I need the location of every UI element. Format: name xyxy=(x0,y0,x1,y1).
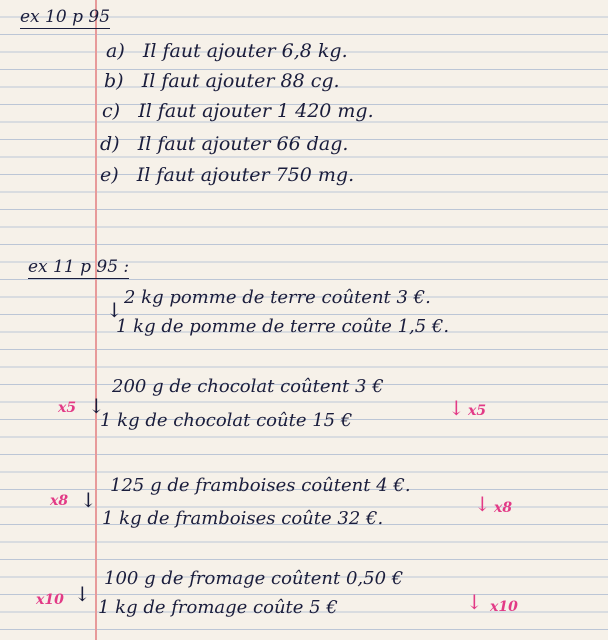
exercise-10-title: ex 10 p 95 xyxy=(20,7,111,27)
text-a: Il faut ajouter 6,8 kg. xyxy=(142,40,348,62)
answer-e xyxy=(100,164,354,186)
down-arrow-right-3: ↓ xyxy=(474,492,491,516)
group2-line2: 1 kg de chocolat coûte 15 € xyxy=(100,410,353,431)
marker-c: c) xyxy=(102,100,121,122)
group4-left-factor: x10 xyxy=(36,592,64,608)
group3-left-factor: x8 xyxy=(50,493,69,509)
text-d: Il faut ajouter 66 dag. xyxy=(137,133,349,155)
exercise-11-title: ex 11 p 95 : xyxy=(28,257,130,277)
margin-line xyxy=(95,0,97,640)
marker-d: d) xyxy=(100,133,120,155)
marker-a: a) xyxy=(106,40,125,62)
group3-line1: 125 g de framboises coûtent 4 €. xyxy=(110,475,411,496)
group2-line1: 200 g de chocolat coûtent 3 € xyxy=(112,376,384,397)
group3-right-factor: x8 xyxy=(494,500,513,516)
text-b: Il faut ajouter 88 cg. xyxy=(141,70,340,92)
answer-d xyxy=(100,133,348,155)
down-arrow-left-2: ↓ xyxy=(88,394,105,418)
down-arrow-right-2: ↓ xyxy=(448,396,465,420)
answer-b xyxy=(104,70,340,92)
down-arrow-right-4: ↓ xyxy=(466,590,483,614)
marker-b: b) xyxy=(104,70,124,92)
answer-c xyxy=(102,100,374,122)
group1-line2: 1 kg de pomme de terre coûte 1,5 €. xyxy=(116,316,450,337)
group2-left-factor: x5 xyxy=(58,400,77,416)
group4-right-factor: x10 xyxy=(490,599,518,615)
group1-line1: 2 kg pomme de terre coûtent 3 €. xyxy=(124,287,431,308)
text-c: Il faut ajouter 1 420 mg. xyxy=(138,100,374,122)
text-e: Il faut ajouter 750 mg. xyxy=(136,164,355,186)
answer-a xyxy=(106,40,348,62)
marker-e: e) xyxy=(100,164,119,186)
group4-line2: 1 kg de fromage coûte 5 € xyxy=(98,597,338,618)
group2-right-factor: x5 xyxy=(468,403,487,419)
down-arrow-left-1: ↓ xyxy=(106,298,123,322)
down-arrow-left-4: ↓ xyxy=(74,582,91,606)
group4-line1: 100 g de fromage coûtent 0,50 € xyxy=(104,568,404,589)
group3-line2: 1 kg de framboises coûte 32 €. xyxy=(102,508,384,529)
down-arrow-left-3: ↓ xyxy=(80,488,97,512)
